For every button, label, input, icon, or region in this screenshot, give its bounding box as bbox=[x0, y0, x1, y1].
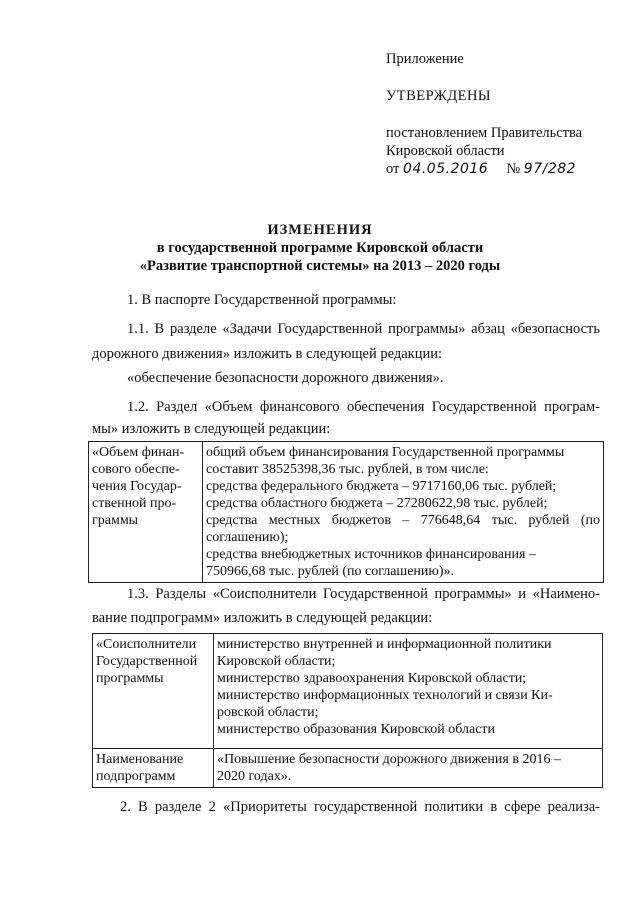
cell-line: Государственной bbox=[96, 654, 198, 669]
decree-number: 97/282 bbox=[523, 161, 577, 177]
paragraph-1: 1. В паспорте Государственной программы: bbox=[127, 292, 397, 308]
financing-label-cell bbox=[89, 442, 203, 583]
cell-line: ственной про- bbox=[92, 496, 177, 511]
appendix-label: Приложение bbox=[386, 51, 464, 67]
paragraph-1-1-quote: «обеспечение безопасности дорожного движения». bbox=[127, 370, 444, 386]
approval-block bbox=[386, 50, 626, 178]
paragraph-1-2-line-1: 1.2. Раздел «Объем финансового обеспечения Государственной програм- bbox=[127, 399, 600, 415]
cell-line: «Объем финан- bbox=[92, 445, 185, 460]
cell-line: министерство внутренней и информационной политики bbox=[217, 637, 552, 652]
co-executors-table bbox=[92, 633, 603, 788]
paragraph-1-3-line-1: 1.3. Разделы «Соисполнители Государственной программы» и «Наимено- bbox=[127, 586, 600, 602]
decree-line-1: постановлением Правительства bbox=[386, 125, 583, 141]
table-row bbox=[93, 749, 603, 788]
table-row bbox=[89, 442, 604, 583]
cell-line: составит 38525398,36 тыс. рублей, в том числе: bbox=[206, 462, 489, 477]
financing-table bbox=[88, 441, 604, 583]
paragraph-2: 2. В разделе 2 «Приоритеты государственной политики в сфере реализа- bbox=[120, 799, 600, 815]
financing-value-cell bbox=[203, 442, 604, 583]
date-prefix: от bbox=[386, 161, 400, 177]
cell-line: ровской области; bbox=[217, 705, 319, 720]
cell-line: «Повышение безопасности дорожного движения в 2016 – bbox=[217, 752, 561, 767]
cell-line: граммы bbox=[92, 513, 139, 528]
decree-date-line bbox=[386, 160, 626, 178]
title-main: ИЗМЕНЕНИЯ bbox=[267, 222, 373, 238]
cell-line: программы bbox=[96, 671, 164, 686]
cell-line: чения Государ- bbox=[92, 479, 182, 494]
cell-line: средства местных бюджетов – 776648,64 тыс. рублей (по bbox=[206, 513, 600, 528]
document-title bbox=[90, 221, 550, 275]
cell-line: Кировской области; bbox=[217, 654, 336, 669]
cell-line: 2020 годах». bbox=[217, 769, 292, 784]
cell-line: средства внебюджетных источников финансирования – bbox=[206, 547, 536, 562]
cell-line: министерство здравоохранения Кировской области; bbox=[217, 671, 527, 686]
decree-date: 04.05.2016 bbox=[403, 161, 489, 177]
paragraph-1-1-line-1: 1.1. В разделе «Задачи Государственной программы» абзац «безопасность bbox=[127, 321, 600, 337]
cell-line: Наименование bbox=[96, 752, 184, 767]
subprograms-label-cell bbox=[93, 749, 214, 788]
table-row bbox=[93, 634, 603, 749]
co-executors-value-cell bbox=[214, 634, 603, 749]
number-prefix: № bbox=[506, 161, 521, 177]
cell-line: министерство информационных технологий и связи Ки- bbox=[217, 688, 553, 703]
cell-line: 750966,68 тыс. рублей (по соглашению)». bbox=[206, 564, 455, 579]
co-executors-label-cell bbox=[93, 634, 214, 749]
cell-line: общий объем финансирования Государственной программы bbox=[206, 445, 565, 460]
cell-line: соглашению); bbox=[206, 530, 289, 545]
decree-line-2: Кировской области bbox=[386, 143, 505, 159]
paragraph-1-2-line-2: мы» изложить в следующей редакции: bbox=[92, 421, 331, 437]
subprograms-value-cell bbox=[214, 749, 603, 788]
approved-label: УТВЕРЖДЕНЫ bbox=[386, 88, 492, 104]
cell-line: министерство образования Кировской области bbox=[217, 722, 496, 737]
cell-line: «Соисполнители bbox=[96, 637, 197, 652]
paragraph-1-3-line-2: вание подпрограмм» изложить в следующей редакции: bbox=[92, 610, 433, 626]
cell-line: средства федерального бюджета – 9717160,06 тыс. рублей; bbox=[206, 479, 557, 494]
title-line-3: «Развитие транспортной системы» на 2013 – 2020 годы bbox=[139, 258, 501, 274]
paragraph-1-1-line-2: дорожного движения» изложить в следующей редакции: bbox=[92, 346, 443, 362]
cell-line: средства областного бюджета – 27280622,98 тыс. рублей; bbox=[206, 496, 548, 511]
cell-line: сового обеспе- bbox=[92, 462, 180, 477]
cell-line: подпрограмм bbox=[96, 769, 176, 784]
title-line-2: в государственной программе Кировской области bbox=[156, 240, 484, 256]
